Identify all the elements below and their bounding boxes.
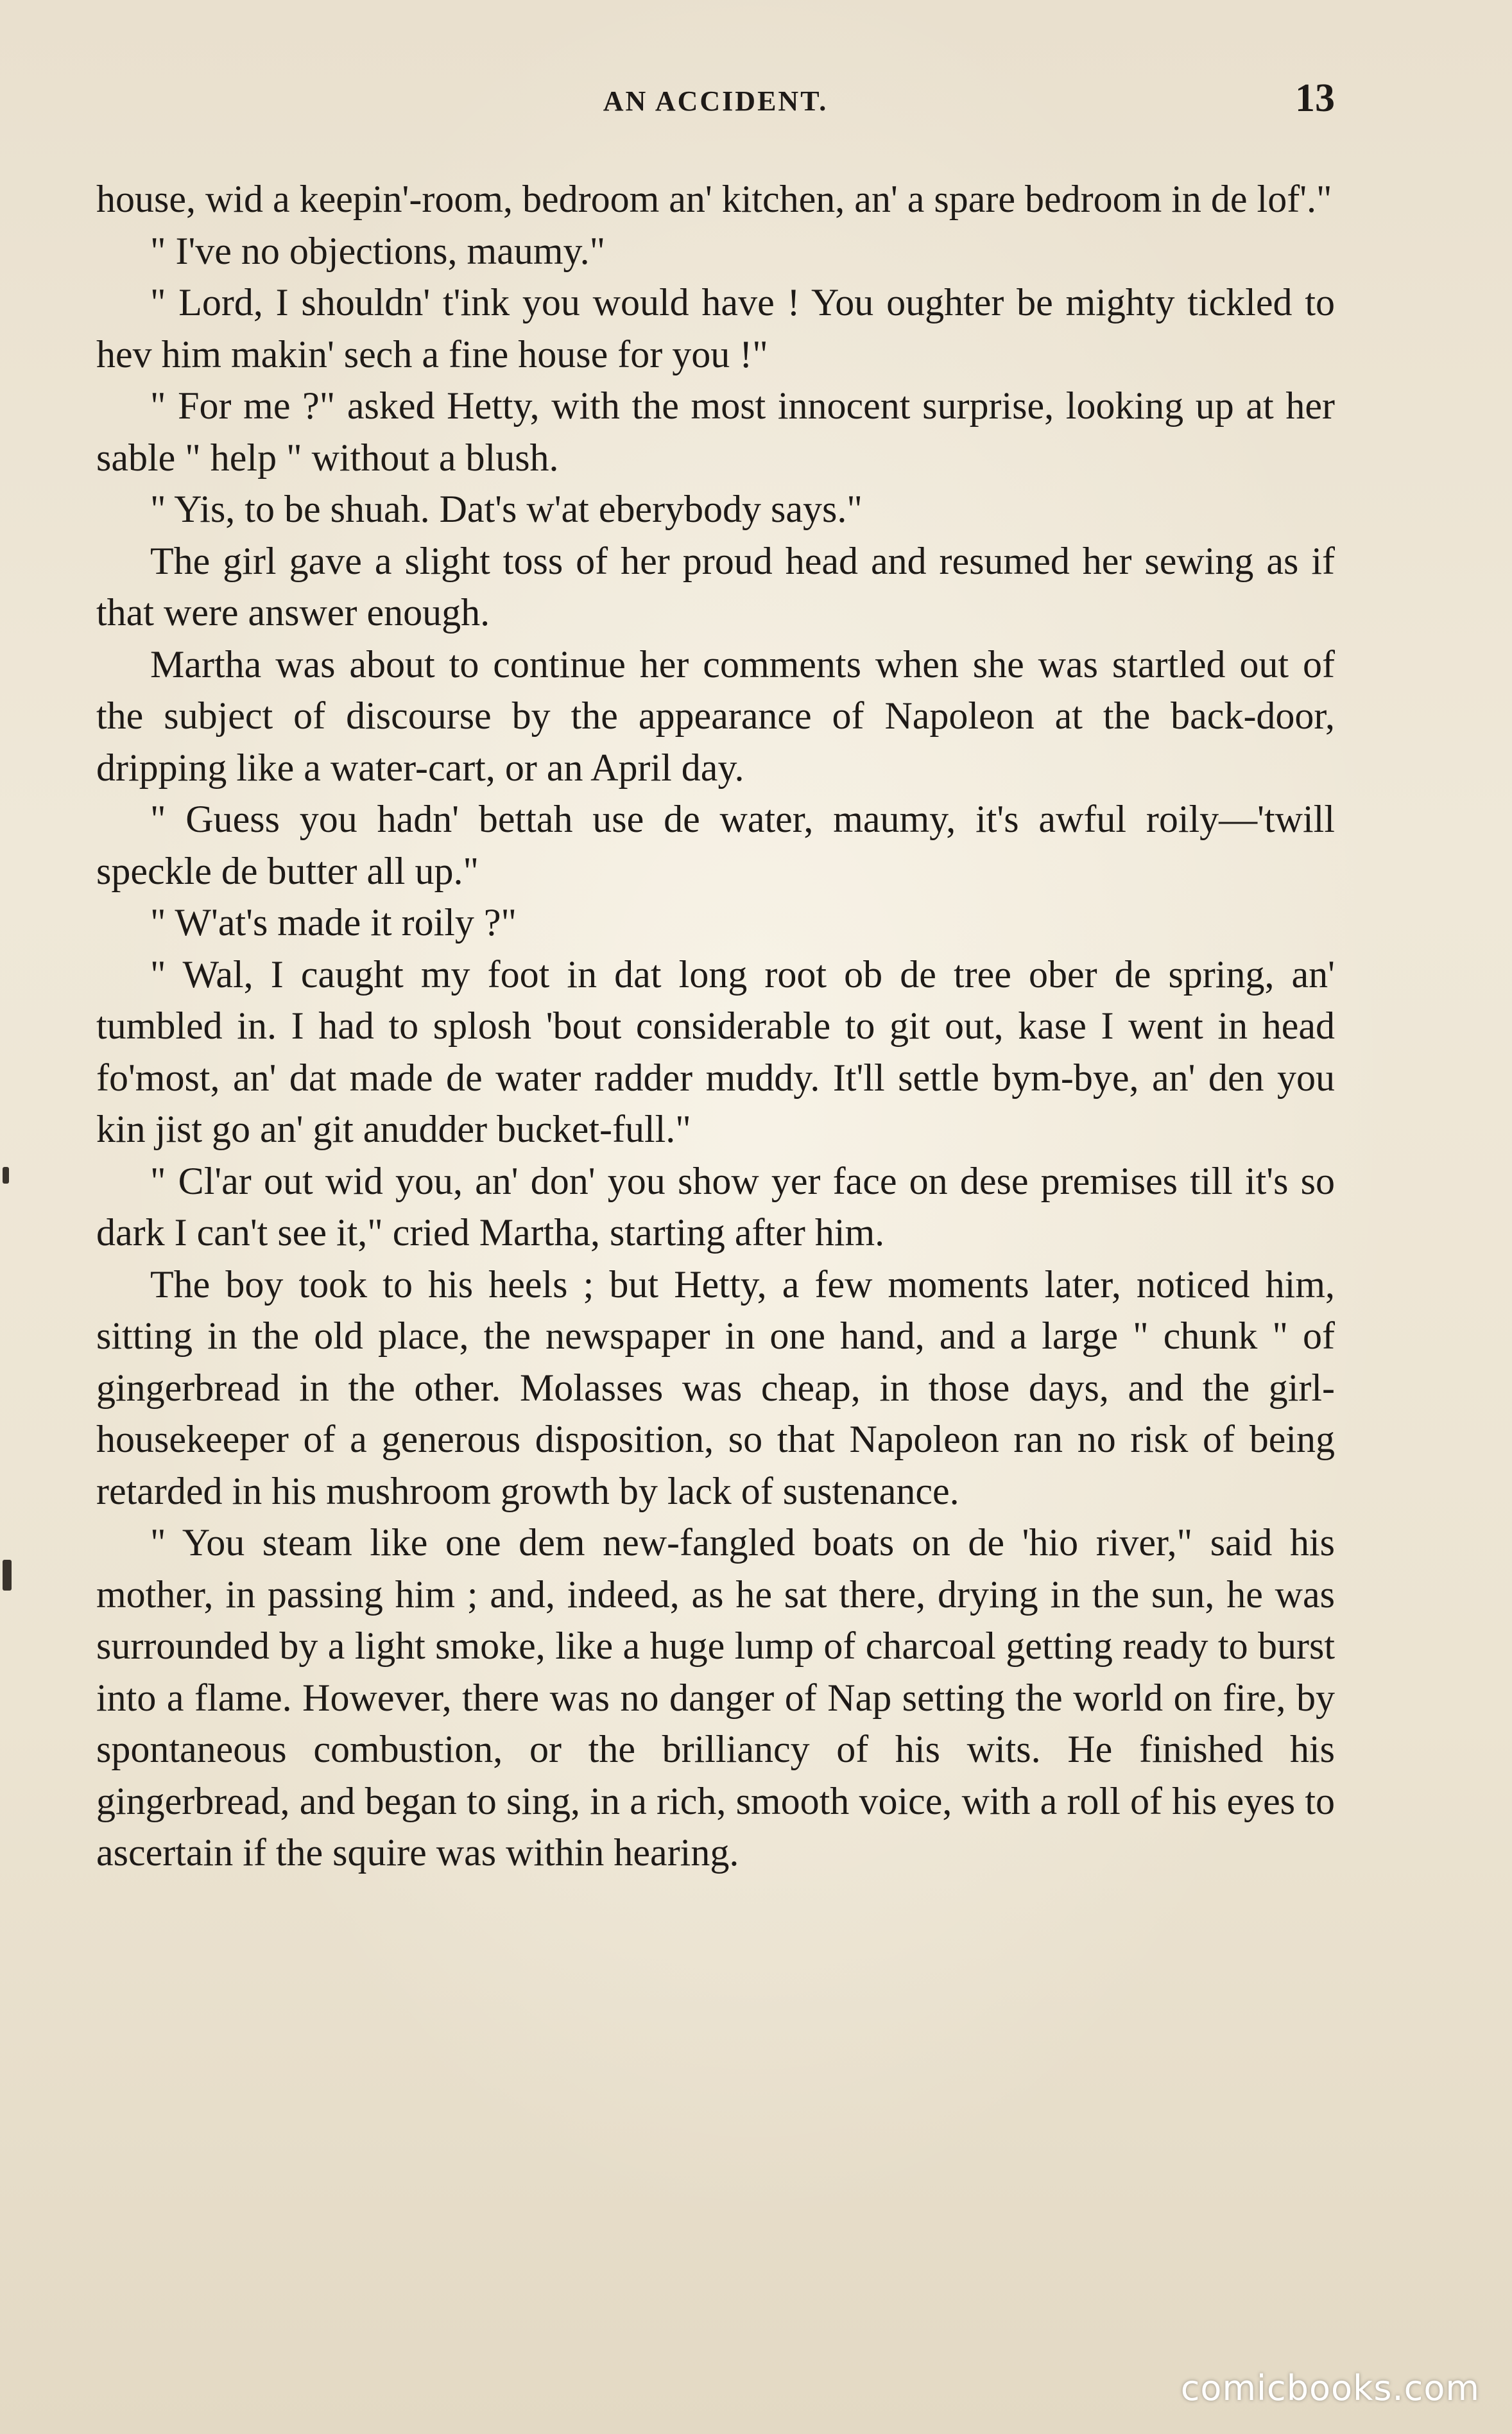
margin-mark bbox=[3, 1560, 12, 1591]
paragraph: " You steam like one dem new-fangled boats on de 'hio river," said his mother, in passing him ; and, indeed, as he sat there, drying in the sun, he was surrounded by a light smoke, like a huge lump of charcoal getting ready to burst into a flame. However, there was no danger of Nap setting the world on fire, by spontaneous combustion, or the brilliancy of his wits. He finished his gingerbread, and began to sing, in a rich, smooth voice, with a roll of his eyes to ascertain if the squire was within hearing. bbox=[96, 1521, 1335, 1874]
paragraph: Martha was about to continue her comments when she was startled out of the subject of discourse by the appearance of Napoleon at the back-door, dripping like a water-cart, or an April day. bbox=[96, 643, 1335, 789]
paragraph: " Yis, to be shuah. Dat's w'at eberybody says." bbox=[150, 488, 863, 530]
paragraph: The boy took to his heels ; but Hetty, a few moments later, noticed him, sitting in the old place, the newspaper in one hand, and a large " chunk " of gingerbread in the other. Molasses was cheap, in those days, and the girl-housekeeper of a generous disposition, so that Napoleon ran no risk of being retarded in his mushroom growth by lack of sustenance. bbox=[96, 1263, 1335, 1512]
running-head: AN ACCIDENT. bbox=[603, 85, 829, 117]
page-number: 13 bbox=[1295, 76, 1335, 120]
margin-mark bbox=[3, 1167, 9, 1184]
paragraph: " Wal, I caught my foot in dat long root ob de tree ober de spring, an' tumbled in. I had to splosh 'bout considerable to git out, kase I went in head fo'most, an' dat made de water radder muddy. It'll settle bym-bye, an' den you kin jist go an' git anudder bucket-full." bbox=[96, 953, 1335, 1150]
paragraph: " Lord, I shouldn' t'ink you would have ! You oughter be mighty tickled to hev him makin' sech a fine house for you !" bbox=[96, 281, 1335, 375]
watermark: comicbooks.com bbox=[1180, 2368, 1480, 2408]
paragraph: " Cl'ar out wid you, an' don' you show yer face on dese premises till it's so dark I can't see it," cried Martha, starting after him. bbox=[96, 1159, 1335, 1254]
paragraph: " Guess you hadn' bettah use de water, maumy, it's awful roily—'twill speckle de butter all up." bbox=[96, 798, 1335, 892]
paragraph: " For me ?" asked Hetty, with the most innocent surprise, looking up at her sable " help " without a blush. bbox=[96, 384, 1335, 479]
paragraph: " W'at's made it roily ?" bbox=[150, 901, 517, 944]
paragraph: The girl gave a slight toss of her proud head and resumed her sewing as if that were answer enough. bbox=[96, 539, 1335, 634]
paragraph: " I've no objections, maumy." bbox=[150, 229, 606, 272]
body-text bbox=[96, 173, 1335, 1879]
paragraph: house, wid a keepin'-room, bedroom an' kitchen, an' a spare bedroom in de lof'." bbox=[96, 178, 1332, 220]
page-header bbox=[96, 76, 1335, 134]
